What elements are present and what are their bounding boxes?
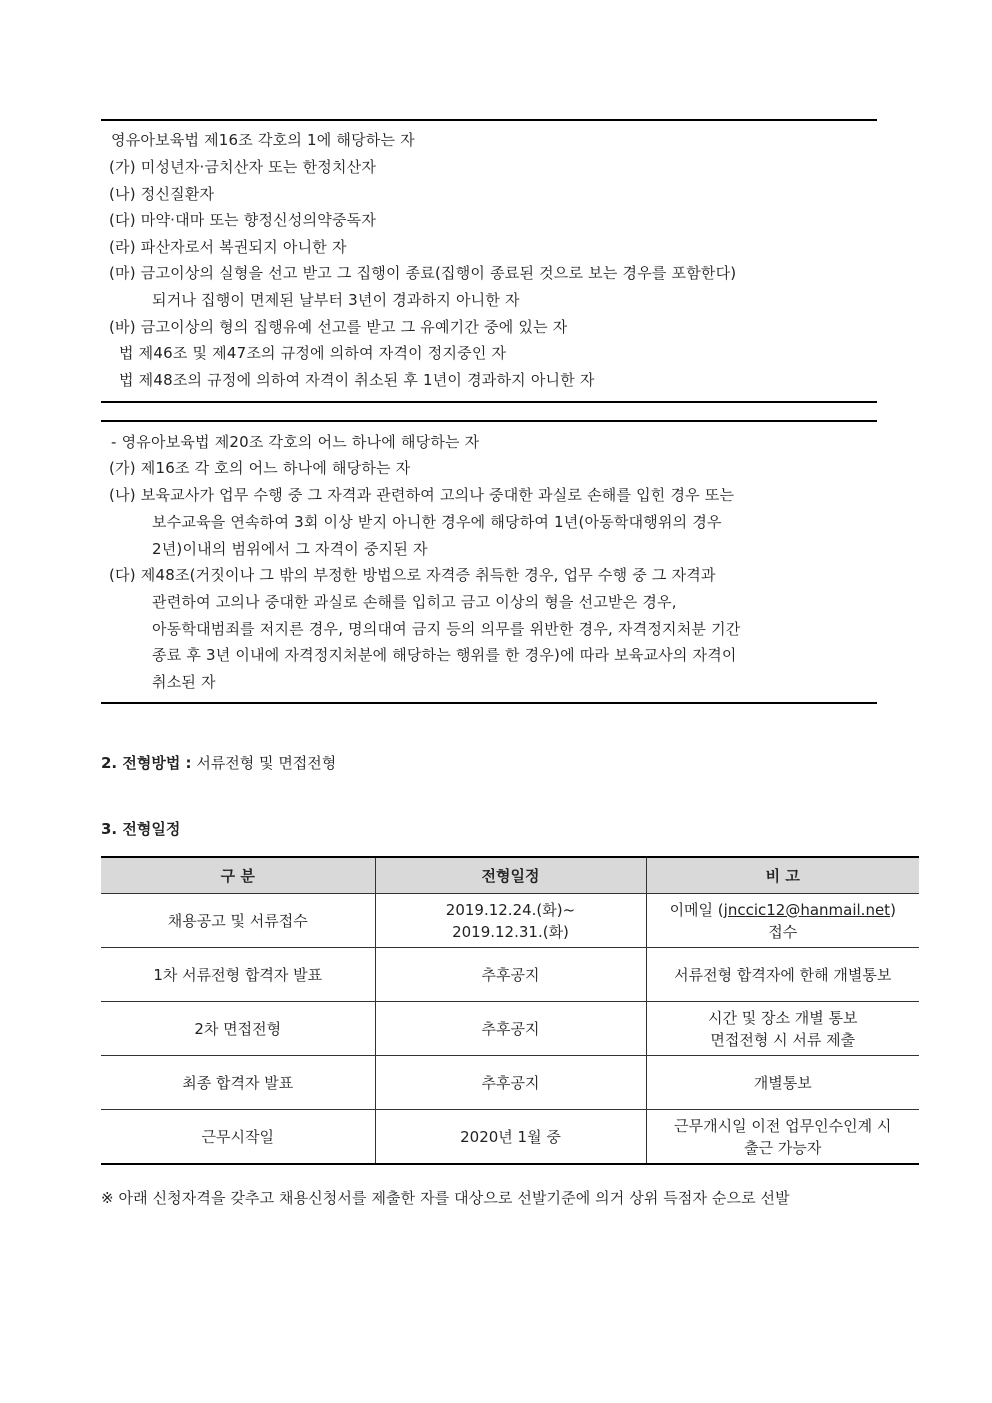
row-category: 최종 합격자 발표 xyxy=(101,1056,375,1110)
box1-line-8: (바) 금고이상의 형의 집행유예 선고를 받고 그 유예기간 중에 있는 자 xyxy=(109,318,568,336)
box2-line-10: 취소된 자 xyxy=(152,673,216,691)
section-selection-method-title: 2. 전형방법 : xyxy=(101,754,192,772)
section-selection-method-content: 서류전형 및 면접전형 xyxy=(196,754,337,772)
section-selection-schedule-title: 3. 전형일정 xyxy=(101,820,181,838)
box1-line-2: (가) 미성년자·금치산자 또는 한정치산자 xyxy=(109,158,377,176)
row-remarks-email-line xyxy=(651,899,916,921)
row-schedule xyxy=(375,894,646,948)
box2-line-1: - 영유아보육법 제20조 각호의 어느 하나에 해당하는 자 xyxy=(111,433,480,451)
box1-line-3: (나) 정신질환자 xyxy=(109,185,215,203)
row-remarks xyxy=(646,894,919,948)
box2-line-2: (가) 제16조 각 호의 어느 하나에 해당하는 자 xyxy=(109,459,411,477)
row-remarks: 서류전형 합격자에 한해 개별통보 xyxy=(646,948,919,1002)
row-schedule: 추후공지 xyxy=(375,948,646,1002)
box1-line-4: (다) 마약·대마 또는 향정신성의약중독자 xyxy=(109,211,377,229)
row-remarks xyxy=(646,1002,919,1056)
header-category: 구 분 xyxy=(101,857,375,894)
box1-line-7: 되거나 집행이 면제된 날부터 3년이 경과하지 아니한 자 xyxy=(152,291,520,309)
table-row xyxy=(101,1002,919,1056)
box1-line-1: 영유아보육법 제16조 각호의 1에 해당하는 자 xyxy=(111,131,415,149)
row-remarks: 개별통보 xyxy=(646,1056,919,1110)
section-selection-method xyxy=(101,754,336,772)
box2-line-6: (다) 제48조(거짓이나 그 밖의 부정한 방법으로 자격증 취득한 경우, 업무 수행 중 그 자격과 xyxy=(109,566,716,584)
row-category: 2차 면접전형 xyxy=(101,1002,375,1056)
selection-footnote: ※ 아래 신청자격을 갖추고 채용신청서를 제출한 자를 대상으로 선발기준에 의거 상위 득점자 순으로 선발 xyxy=(101,1189,790,1207)
table-row xyxy=(101,1056,919,1110)
section-selection-schedule xyxy=(101,820,180,838)
row-schedule-start: 2019.12.24.(화)~ xyxy=(445,900,576,919)
box2-line-9: 종료 후 3년 이내에 자격정지처분에 해당하는 행위를 한 경우)에 따라 보육교사의 자격이 xyxy=(152,646,737,664)
row-schedule: 추후공지 xyxy=(375,1056,646,1110)
row-remarks-line-2: 출근 가능자 xyxy=(744,1138,822,1157)
box2-line-5: 2년)이내의 범위에서 그 자격이 중지된 자 xyxy=(152,540,428,558)
table-header-row xyxy=(101,857,919,894)
email-link[interactable]: jnccic12@hanmail.net xyxy=(723,900,891,919)
box1-line-6: (마) 금고이상의 실형을 선고 받고 그 집행이 종료(집행이 종료된 것으로 보는 경우를 포함한다) xyxy=(109,264,737,282)
box2-line-8: 아동학대범죄를 저지른 경우, 명의대여 금지 등의 의무를 위반한 경우, 자격정지처분 기간 xyxy=(152,620,741,638)
box2-line-3: (나) 보육교사가 업무 수행 중 그 자격과 관련하여 고의나 중대한 과실로 손해를 입힌 경우 또는 xyxy=(109,486,735,504)
box1-line-9: 법 제46조 및 제47조의 규정에 의하여 자격이 정지중인 자 xyxy=(119,344,507,362)
row-schedule: 2020년 1월 중 xyxy=(375,1110,646,1165)
email-prefix: 이메일 ( xyxy=(669,900,724,919)
row-category: 1차 서류전형 합격자 발표 xyxy=(101,948,375,1002)
row-remarks-line-1: 근무개시일 이전 업무인수인계 시 xyxy=(674,1116,892,1135)
row-remarks-line-2: 접수 xyxy=(768,922,798,941)
row-schedule-end: 2019.12.31.(화) xyxy=(452,922,569,941)
box2-line-7: 관련하여 고의나 중대한 과실로 손해를 입히고 금고 이상의 형을 선고받은 경우, xyxy=(152,593,677,611)
box1-line-10: 법 제48조의 규정에 의하여 자격이 취소된 후 1년이 경과하지 아니한 자 xyxy=(119,371,595,389)
row-remarks-line-1: 시간 및 장소 개별 통보 xyxy=(708,1008,858,1027)
box2-line-4: 보수교육을 연속하여 3회 이상 받지 아니한 경우에 해당하여 1년(아동학대행위의 경우 xyxy=(152,513,722,531)
row-category: 채용공고 및 서류접수 xyxy=(101,894,375,948)
email-suffix: ) xyxy=(890,900,896,919)
header-remarks: 비 고 xyxy=(646,857,919,894)
table-row xyxy=(101,1110,919,1165)
header-schedule: 전형일정 xyxy=(375,857,646,894)
row-schedule: 추후공지 xyxy=(375,1002,646,1056)
box1-line-5: (라) 파산자로서 복권되지 아니한 자 xyxy=(109,238,347,256)
row-remarks-line-2: 면접전형 시 서류 제출 xyxy=(710,1030,856,1049)
row-remarks xyxy=(646,1110,919,1165)
schedule-table xyxy=(101,856,919,1165)
table-row xyxy=(101,894,919,948)
table-row xyxy=(101,948,919,1002)
row-category: 근무시작일 xyxy=(101,1110,375,1165)
